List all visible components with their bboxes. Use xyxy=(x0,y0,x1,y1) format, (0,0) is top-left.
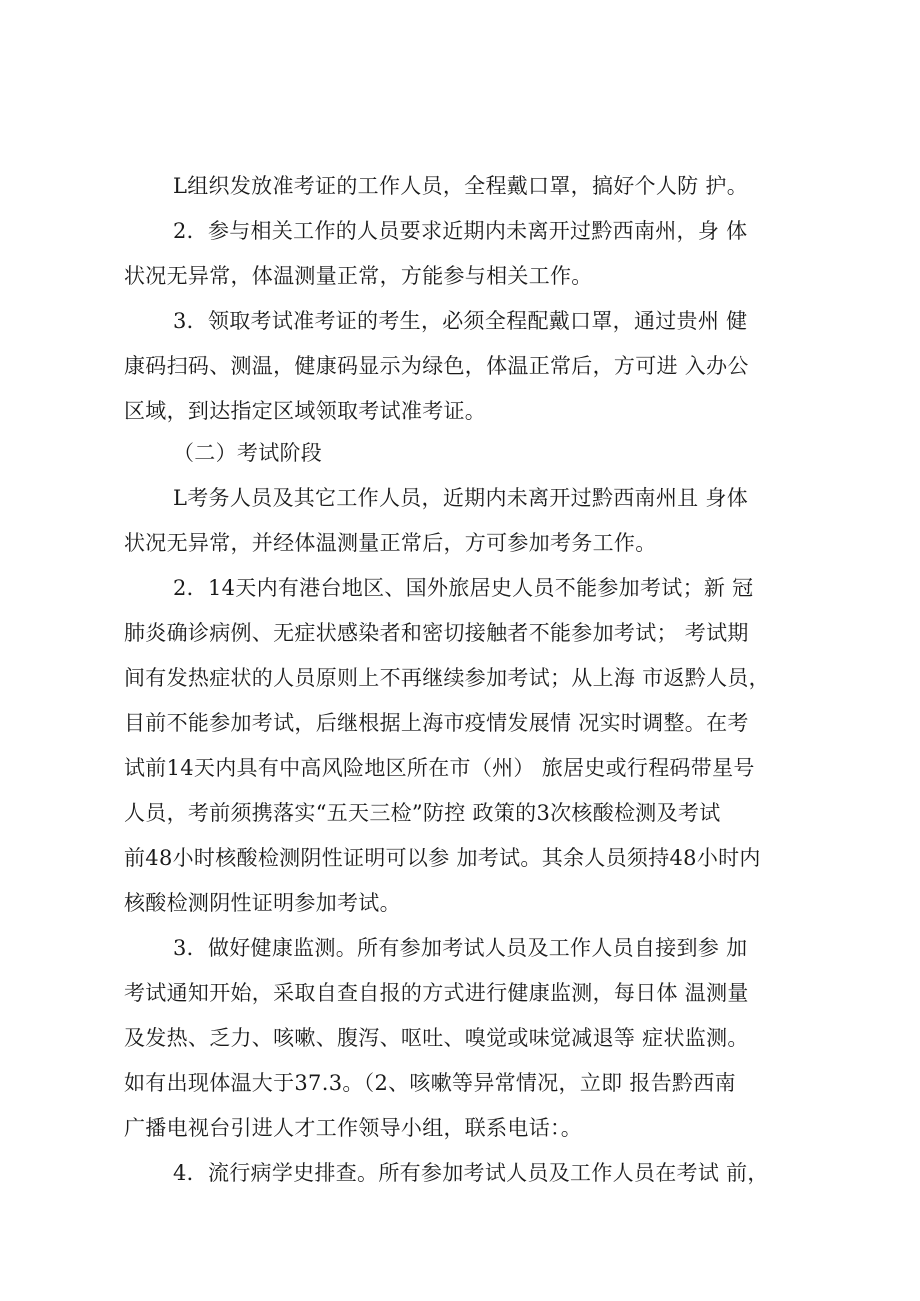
text-line: 人员，考前须携落实“五天三检”防控 政策的3次核酸检测及考试 xyxy=(124,801,721,825)
text-line: 核酸检测阴性证明参加考试。 xyxy=(124,891,401,915)
text-line: 状况无异常，并经体温测量正常后，方可参加考务工作。 xyxy=(124,531,657,555)
text-line: 前48小时核酸检测阴性证明可以参 加考试。其余人员须持48小时内 xyxy=(124,846,761,870)
text-line: L考务人员及其它工作人员，近期内未离开过黔西南州且 身体 xyxy=(173,486,749,510)
text-line: 考试通知开始，采取自查自报的方式进行健康监测，每日体 温测量 xyxy=(124,981,749,1005)
text-line: 及发热、乏力、咳嗽、腹泻、呕吐、嗅觉或味觉减退等 症状监测。 xyxy=(124,1026,749,1050)
text-line: 康码扫码、测温，健康码显示为绿色，体温正常后，方可进 入办公 xyxy=(124,354,749,378)
text-line: 2．14天内有港台地区、国外旅居史人员不能参加考试；新 冠 xyxy=(173,576,754,600)
text-line: 肺炎确诊病例、无症状感染者和密切接触者不能参加考试； 考试期 xyxy=(124,621,749,645)
text-line: 间有发热症状的人员原则上不再继续参加考试；从上海 市返黔人员， xyxy=(124,666,770,690)
text-line: 3．领取考试准考证的考生，必须全程配戴口罩，通过贵州 健 xyxy=(173,309,748,333)
text-line: L组织发放准考证的工作人员，全程戴口罩，搞好个人防 护。 xyxy=(173,174,749,198)
text-line: 试前14天内具有中高风险地区所在市（州） 旅居史或行程码带星号 xyxy=(124,756,755,780)
section-heading: （二）考试阶段 xyxy=(173,441,323,465)
text-line: 区域，到达指定区域领取考试准考证。 xyxy=(124,399,487,423)
text-line: 状况无异常，体温测量正常，方能参与相关工作。 xyxy=(124,264,593,288)
text-line: 广播电视台引进人才工作领导小组，联系电话：。 xyxy=(124,1116,583,1140)
text-line: 3．做好健康监测。所有参加考试人员及工作人员自接到参 加 xyxy=(173,936,748,960)
text-line: 2．参与相关工作的人员要求近期内未离开过黔西南州，身 体 xyxy=(173,219,748,243)
text-line: 目前不能参加考试，后继根据上海市疫情发展情 况实时调整。在考 xyxy=(124,711,749,735)
text-line: 如有出现体温大于37.3。（2、咳嗽等异常情况，立即 报告黔西南 xyxy=(124,1071,736,1095)
text-line: 4．流行病学史排查。所有参加考试人员及工作人员在考试 前， xyxy=(173,1161,769,1185)
